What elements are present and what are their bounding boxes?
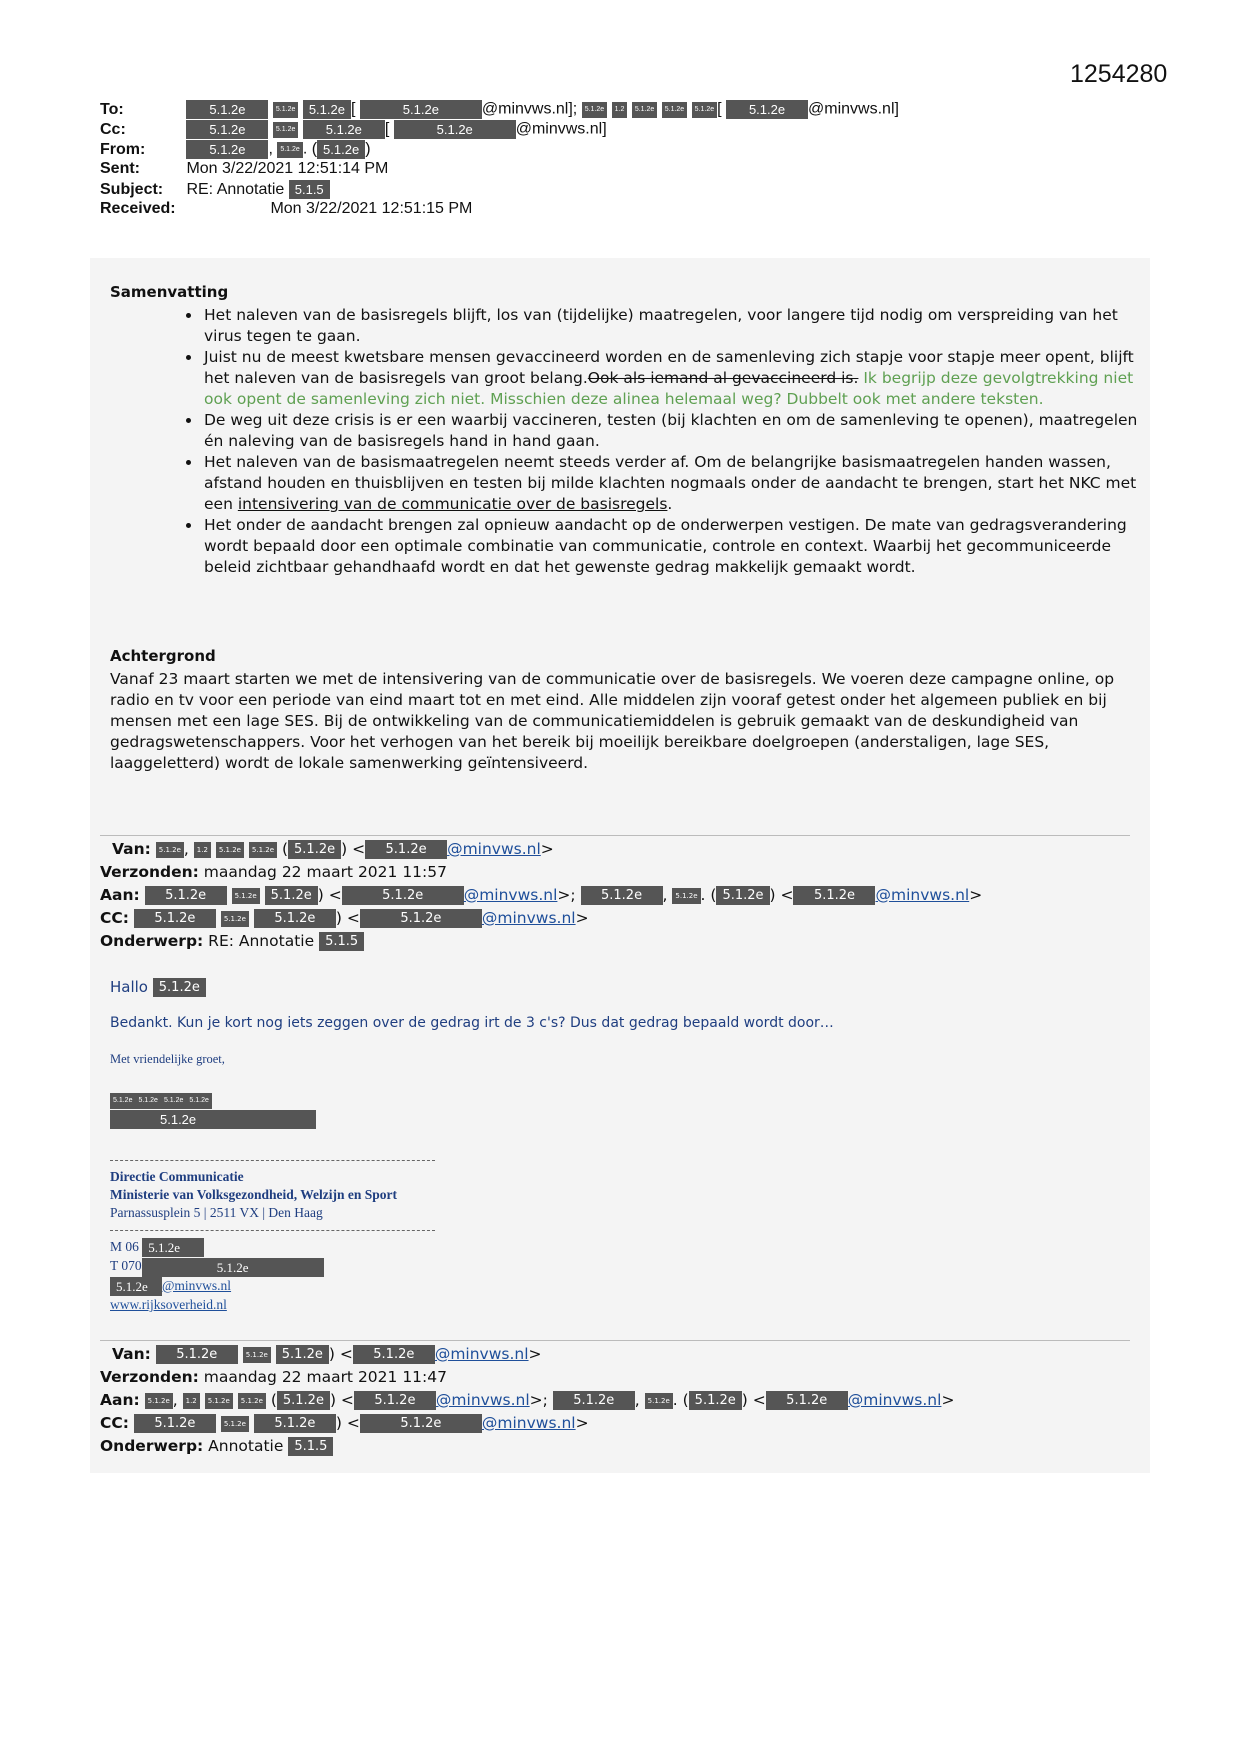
redaction: 5.1.2e (156, 1345, 238, 1364)
bullet-text-end: . (667, 495, 673, 513)
cc-row: Cc: 5.1.2e 5.1.2e 5.1.2e [ 5.1.2e @minvws.nl] (100, 120, 607, 138)
email-row (110, 1277, 460, 1296)
cc-row: CC: 5.1.2e 5.1.2e 5.1.2e ) < 5.1.2e @minvws.nl> (100, 1414, 589, 1432)
sender-title-redacted (110, 1110, 316, 1129)
sig-address: Parnassusplein 5 | 2511 VX | Den Haag (110, 1205, 323, 1220)
email-domain: @minvws.nl (515, 120, 603, 138)
email-link[interactable]: @minvws.nl (434, 1345, 529, 1363)
van-label: Van: (112, 1345, 151, 1363)
redaction: 5.1.2e (553, 1391, 635, 1410)
redaction: 5.1.2e (342, 886, 464, 905)
website-link[interactable]: www.rijksoverheid.nl (110, 1297, 227, 1313)
phone-mobile-row (110, 1238, 460, 1257)
subject-label: Subject: (100, 180, 164, 198)
redaction: 5.1.2e (205, 1393, 233, 1409)
redaction: 5.1.2e (156, 842, 184, 858)
redaction: 5.1.2e (238, 1393, 266, 1409)
redaction: 5.1.2e (232, 888, 260, 904)
redaction: 5.1.2e (360, 909, 482, 928)
website-row (110, 1296, 460, 1314)
bullet-item: • Het naleven van de basisregels blijft, los van (tijdelijke) maatregelen, voor langere tijd nodig om verspreiding van het virus tegen te gaan. (202, 305, 1140, 347)
redaction: 1.2 (194, 842, 211, 858)
email-link[interactable]: @minvws.nl (435, 1391, 530, 1409)
redaction: 5.1.2e (716, 886, 769, 905)
van-label: Van: (112, 840, 151, 858)
redaction: 5.1.2e (145, 886, 227, 905)
hallo-text: Hallo (110, 978, 148, 996)
redaction: 5.1.2e (142, 1238, 204, 1257)
redaction: 5.1.2e (110, 1277, 162, 1296)
redaction: 5.1.2e (254, 909, 336, 928)
separator (100, 1340, 1130, 1341)
received-row (100, 200, 472, 218)
redaction: 5.1.2e (254, 1414, 336, 1433)
redaction: 5.1.2e (288, 840, 341, 859)
redaction: 5.1.2e (277, 142, 302, 158)
redaction: 5.1.2e (632, 102, 657, 118)
onderwerp-label: Onderwerp: (100, 1437, 204, 1455)
redaction: 5.1.2e (216, 842, 244, 858)
redaction: 5.1.2e (353, 1345, 435, 1364)
signature-divider (110, 1160, 435, 1161)
samenvatting-section (110, 282, 1140, 578)
aan-row: Aan: 5.1.2e , 1.2 5.1.2e 5.1.2e ( 5.1.2e ) < 5.1.2e @minvws.nl>; 5.1.2e , 5.1.2e . ( 5.1.2e ) < 5.1.2e @minvws.nl> (100, 1391, 955, 1409)
redaction: 5.1.2e (689, 1391, 742, 1410)
reviewer-comment: Ik begrijp deze gevolgtrekking niet ook opent de samenleving zich niet. Misschien deze alinea helemaal weg? Dubbelt ook met andere teksten. (204, 369, 1134, 408)
question-text: Bedankt. Kun je kort nog iets zeggen over de gedrag irt de 3 c's? Dus dat gedrag bepaald wordt door… (110, 1015, 834, 1031)
email-domain: @minvws.nl (481, 100, 569, 118)
received-label: Received: (100, 200, 176, 217)
redaction: 5.1.2e (726, 100, 808, 119)
onderwerp-value: Annotatie (208, 1437, 284, 1455)
redaction: 5.1.2e (766, 1391, 848, 1410)
redaction: 5.1.2e (221, 911, 249, 927)
achtergrond-title: Achtergrond (110, 647, 216, 665)
sig-ministry: Ministerie van Volksgezondheid, Welzijn en Sport (110, 1187, 398, 1202)
cc-row: CC: 5.1.2e 5.1.2e 5.1.2e ) < 5.1.2e @minvws.nl> (100, 909, 589, 927)
redaction: 5.1.2e (360, 100, 482, 119)
verzonden-value: maandag 22 maart 2021 11:57 (203, 863, 447, 881)
redaction: 5.1.2e (186, 1093, 211, 1109)
achtergrond-text: Vanaf 23 maart starten we met de intensivering van de communicatie over de basisregels. We voeren deze campagne online, op radio en tv voor een periode van eind maart tot en met eind. Alle middelen zijn vooraf getest onder het algemeen publiek en bij mensen met een lage SES. Bij de ontwikkeling van de communicatiemiddelen is gebruik gemaakt van de deskundigheid van gedragswetenschappers. Voor het verhogen van het bereik bij moeilijk bereikbare doelgroepen (anderstaligen, lage SES, laaggeletterd) wordt de lokale samenwerking geïntensiveerd. (110, 670, 1115, 772)
sig-directorate: Directie Communicatie (110, 1169, 244, 1184)
redaction: 5.1.2e (394, 120, 516, 139)
signature-block (110, 1168, 460, 1222)
email-link[interactable]: @minvws.nl (463, 886, 558, 904)
redaction: 5.1.2e (303, 100, 351, 119)
phone-office: T 070 (110, 1258, 142, 1274)
to-row: To: 5.1.2e 5.1.2e 5.1.2e [ 5.1.2e @minvws.nl]; 5.1.2e 1.2 5.1.2e 5.1.2e 5.1.2e [ 5.1.2e @minvws.nl] (100, 100, 899, 118)
redaction: 5.1.2e (221, 1416, 249, 1432)
redaction: 5.1.2e (273, 122, 298, 138)
redaction: 5.1.2e (265, 886, 318, 905)
redaction: 5.1.2e (142, 1258, 324, 1277)
redaction: 5.1.2e (153, 978, 206, 997)
bullet-text: Juist nu de meest kwetsbare mensen gevaccineerd worden en de samenleving zich stapje voor stapje meer opent, blijft het naleven van de basisregels van groot belang. (204, 348, 1134, 387)
cc-label: CC: (100, 1414, 129, 1432)
redaction: 5.1.2e (672, 888, 700, 904)
onderwerp-label: Onderwerp: (100, 932, 204, 950)
email-domain: @minvws.nl (808, 100, 895, 118)
redaction: 5.1.2e (276, 1345, 329, 1364)
from-row: From: 5.1.2e , 5.1.2e . ( 5.1.2e ) (100, 140, 371, 158)
achtergrond-section (110, 646, 1140, 774)
redaction: 5.1.2e (277, 1391, 330, 1410)
document-id: 1254280 (1070, 60, 1168, 88)
redaction: 5.1.5 (288, 1437, 333, 1456)
redaction: 5.1.5 (289, 180, 330, 199)
to-label: To: (100, 100, 124, 118)
cc-label: Cc: (100, 120, 126, 138)
signature-divider (110, 1230, 435, 1231)
redaction: 5.1.2e (273, 102, 298, 118)
verzonden-label: Verzonden: (100, 1368, 199, 1386)
underlined-text: intensivering van de communicatie over de basisregels (237, 495, 668, 513)
redaction: 5.1.2e (692, 102, 717, 118)
redaction: 5.1.2e (145, 1393, 173, 1409)
email-link[interactable]: @minvws.nl (481, 1414, 576, 1432)
phone-office-row (110, 1257, 460, 1276)
cc-label: CC: (100, 909, 129, 927)
onderwerp-value: RE: Annotatie (208, 932, 315, 950)
redaction: 5.1.2e (662, 102, 687, 118)
forwarded-header-1 (100, 838, 1120, 953)
samenvatting-list (110, 305, 1140, 578)
aan-label: Aan: (100, 1391, 140, 1409)
redaction: 1.2 (183, 1393, 200, 1409)
redaction: 5.1.2e (365, 840, 447, 859)
from-label: From: (100, 140, 146, 158)
redaction: 5.1.2e (581, 886, 663, 905)
redaction: 5.1.2e (135, 1093, 160, 1109)
redaction: 5.1.2e (110, 1110, 316, 1129)
aan-label: Aan: (100, 886, 140, 904)
email-link[interactable]: @minvws.nl (162, 1277, 232, 1293)
redaction: 5.1.2e (317, 140, 365, 159)
redaction: 5.1.2e (161, 1093, 186, 1109)
onderwerp-row (100, 930, 1120, 953)
bullet-item: • De weg uit deze crisis is er een waarbij vaccineren, testen (bij klachten en om de samenleving te openen), maatregelen én naleving van de basisregels hand in hand gaan. (202, 410, 1140, 452)
redaction: 5.1.2e (249, 842, 277, 858)
email-link[interactable]: @minvws.nl (847, 1391, 942, 1409)
verzonden-row (100, 861, 1120, 884)
redaction: 5.1.2e (354, 1391, 436, 1410)
hallo-line (110, 978, 206, 997)
van-row: Van: 5.1.2e 5.1.2e 5.1.2e ) < 5.1.2e @minvws.nl> (112, 1345, 542, 1363)
email-link[interactable]: @minvws.nl (875, 886, 970, 904)
redaction: 5.1.2e (186, 100, 268, 119)
van-row: Van: 5.1.2e , 1.2 5.1.2e 5.1.2e ( 5.1.2e ) < 5.1.2e @minvws.nl> (112, 840, 554, 858)
redaction: 5.1.2e (303, 120, 385, 139)
redaction: 1.2 (612, 102, 628, 118)
struck-text: Ook als iemand al gevaccineerd is. (587, 369, 859, 387)
redaction: 5.1.5 (319, 932, 364, 951)
bullet-item: • Het onder de aandacht brengen zal opnieuw aandacht op de onderwerpen vestigen. De mate van gedragsverandering wordt bepaald door een optimale combinatie van communicatie, controle en context. Waarbij het gecommuniceerde beleid zichtbaar gehandhaafd wordt en dat het gewenste gedrag makkelijk gemaakt wordt. (202, 515, 1140, 578)
email-link[interactable]: @minvws.nl (447, 840, 541, 858)
received-value: Mon 3/22/2021 12:51:15 PM (270, 200, 473, 217)
bullet-text: Het naleven van de basismaatregelen neemt steeds verder af. Om de belangrijke basismaatregelen handen wassen, afstand houden en thuisblijven en testen bij milde klachten nogmaals onder de aandacht te brengen, start het NKC met een (204, 453, 1137, 513)
redaction: 5.1.2e (645, 1393, 673, 1409)
bullet-item (202, 452, 1140, 515)
samenvatting-title: Samenvatting (110, 283, 229, 301)
aan-row: Aan: 5.1.2e 5.1.2e 5.1.2e ) < 5.1.2e @minvws.nl>; 5.1.2e , 5.1.2e . ( 5.1.2e ) < 5.1.2e @minvws.nl> (100, 886, 983, 904)
sent-label: Sent: (100, 160, 140, 177)
redaction: 5.1.2e (793, 886, 875, 905)
subject-row (100, 180, 330, 199)
sent-row (100, 160, 388, 178)
forwarded-header-2 (100, 1343, 1120, 1458)
subject-value: RE: Annotatie (186, 180, 285, 198)
onderwerp-row (100, 1435, 1120, 1458)
redaction: 5.1.2e (186, 120, 268, 139)
greeting-text: Met vriendelijke groet, (110, 1052, 225, 1066)
verzonden-value: maandag 22 maart 2021 11:47 (203, 1368, 447, 1386)
contact-block (110, 1238, 460, 1314)
redaction: 5.1.2e (243, 1347, 271, 1363)
separator (100, 835, 1130, 836)
verzonden-label: Verzonden: (100, 863, 199, 881)
sent-value: Mon 3/22/2021 12:51:14 PM (186, 160, 389, 177)
bullet-item (202, 347, 1140, 410)
redaction: 5.1.2e (360, 1414, 482, 1433)
email-link[interactable]: @minvws.nl (481, 909, 576, 927)
redaction: 5.1.2e (582, 102, 607, 118)
sender-name-redacted (110, 1092, 212, 1110)
redaction: 5.1.2e (110, 1093, 135, 1109)
redaction: 5.1.2e (186, 140, 268, 159)
phone-mobile: M 06 (110, 1239, 139, 1254)
verzonden-row (100, 1366, 1120, 1389)
redaction: 5.1.2e (134, 1414, 216, 1433)
redaction: 5.1.2e (134, 909, 216, 928)
